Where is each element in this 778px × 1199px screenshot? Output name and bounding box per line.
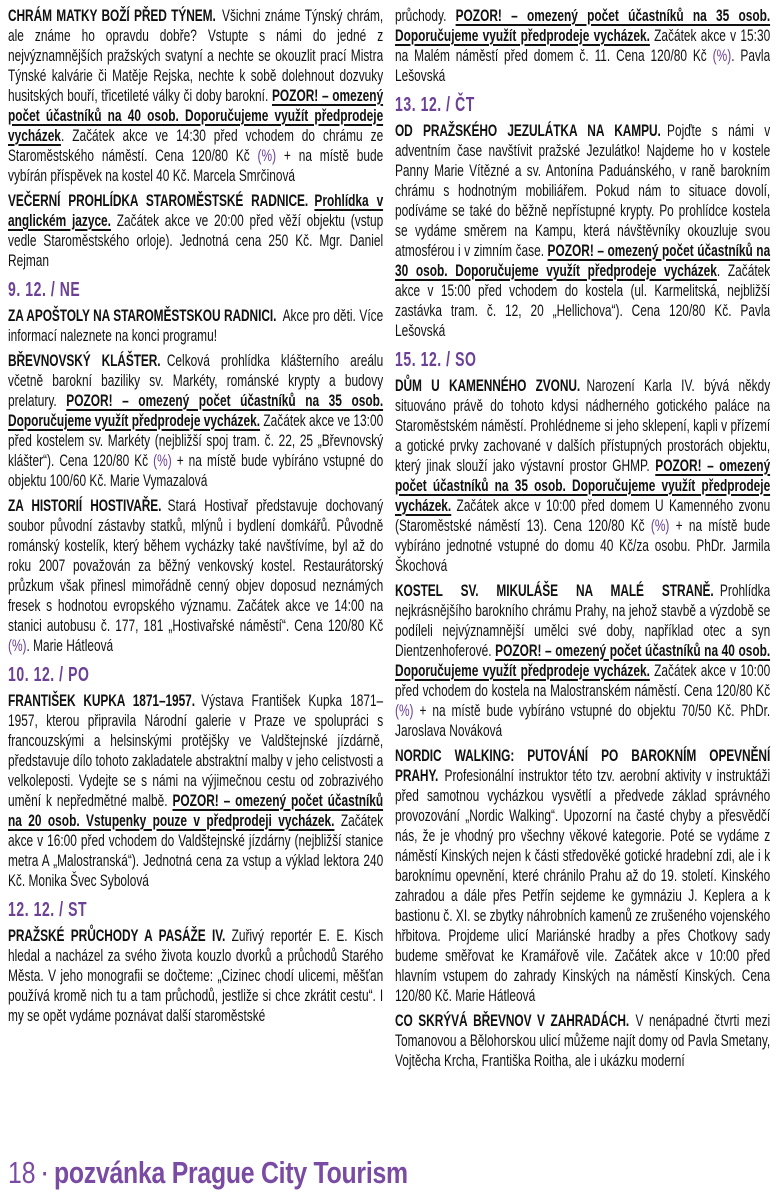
event-paragraph bbox=[8, 6, 383, 186]
body-text: + na místě bude vybíráno jednotné vstupné do domu 40 Kč/za osobu. PhDr. Jarmila Škochová bbox=[395, 516, 771, 575]
date-label: 12. 12. / ST bbox=[8, 899, 88, 921]
body-text: Začátek akce v 10:00 před domem U Kamenného zvonu (Staroměstské náměstí 13). Cena 120/80 Kč bbox=[395, 496, 771, 535]
event-paragraph bbox=[8, 351, 383, 491]
body-text: Začátek akce ve 20:00 před věží objektu (vstup vedle Staroměstského orloje). Jednotná cena 250 Kč. Mgr. Daniel Rejman bbox=[8, 211, 384, 270]
event-title: PRAŽSKÉ PRŮCHODY A PASÁŽE IV. bbox=[8, 926, 226, 945]
body-text: + na místě bude vybíráno vstupné do objektu 100/60 Kč. Marie Vymazalová bbox=[8, 451, 384, 490]
body-text: Začátek akce ve 13:00 před kostelem sv. Markéty (nejbližší spoj tram. č. 22, 25 „Břevnovský klášter“). Cena 120/80 Kč bbox=[8, 411, 384, 470]
body-text: Zuřivý reportér E. E. Kisch hledal a nacházel za svého života kouzlo dvorků a průchodů Starého Města. V jeho monografii se dočteme: „Cizinec chodí ulicemi, měšťan používá kromě nich tu a tam průchodů, jestliže si chce zkrátit cestu“. I my se opět vydáme poznávat další staroměstské bbox=[8, 926, 384, 1025]
body-text: + na místě bude vybíráno vstupné do objektu 70/50 Kč. PhDr. Jaroslava Nováková bbox=[395, 701, 771, 740]
body-text: V nenápadné čtvrti mezi Tomanovou a Bělohorskou ulicí můžeme najít domy od Pavla Smetany, Vojtěcha Krcha, Františka Roitha, ale i ukázku moderní bbox=[395, 1011, 771, 1070]
body-text: průchody. bbox=[395, 6, 456, 25]
event-title: ZA APOŠTOLY NA STAROMĚSTSKOU RADNICI. bbox=[8, 306, 277, 325]
event-title: BŘEVNOVSKÝ KLÁŠTER. bbox=[8, 351, 161, 370]
capacity-warning: POZOR! – omezený počet účastníků na 35 osob. Doporučujeme využít předprodeje vycházek. bbox=[395, 6, 771, 45]
date-heading bbox=[8, 665, 383, 685]
event-paragraph bbox=[395, 6, 770, 86]
square-bullet-icon: ▪ bbox=[42, 1165, 47, 1181]
body-text: Začátek akce v 15:30 na Malém náměstí před domem č. 11. Cena 120/80 Kč bbox=[395, 26, 771, 65]
capacity-warning: POZOR! – omezený počet účastníků na 20 osob. Vstupenky pouze v předprodeji vycházek. bbox=[8, 791, 384, 830]
date-heading bbox=[395, 95, 770, 115]
body-text: Celková prohlídka klášterního areálu včetně barokní baziliky sv. Markéty, románské krypty a budovy prelatury. bbox=[8, 351, 384, 410]
date-heading bbox=[8, 900, 383, 920]
body-text: Profesionální instruktor této tzv. aerobní aktivity v instruktáži před samotnou vycházkou vysvětlí a předvede základ správného provozování „Nordic Walking“. Upozorní na časté chyby a přesvědčí nás, že je vhodný pro všechny věkové kategorie. Poté se vydáme z náměstí Kinských nejen k části středověké gotické hradební zdi, ale i k baroknímu opevnění, které chránilo Prahu až do 19. století. Kinského zahradou a dále přes Petřín sejdeme ke gymnáziu J. Keplera a k bastionu č. XI. se zbytky náhrobních kamenů ze zrušeného vojenského hřbitova. Projdeme ulicí Mariánské hradby a přes Chotkovy sady budeme směřovat ke Kramářově vile. Začátek akce v 10:00 před hlavním vstupem do zahrady Kinských na náměstí Kinských. Cena 120/80 Kč. Marie Hátleová bbox=[395, 766, 771, 1005]
event-paragraph bbox=[395, 121, 770, 341]
event-paragraph bbox=[8, 191, 383, 271]
body-text: Narození Karla IV. bývá někdy situováno právě do tohoto kdysi nádherného gotického paláce na Staroměstském náměstí. Prohlédneme si jeho sklepení, kapli v přízemí a gotické prvky zachované v dalších přístupných prostorách objektu, který jinak slouží jako výstavní prostor GHMP. bbox=[395, 376, 771, 475]
capacity-warning: POZOR! – omezený počet účastníků na 35 osob. Doporučujeme využít předprodeje vycházek. bbox=[8, 391, 384, 430]
event-paragraph bbox=[8, 306, 383, 346]
event-title: KOSTEL SV. MIKULÁŠE NA MALÉ STRANĚ. bbox=[395, 581, 714, 600]
capacity-warning: POZOR! – omezený počet účastníků na 40 osob. Doporučujeme využít předprodeje vycházek. bbox=[395, 641, 771, 680]
capacity-warning: POZOR! – omezený počet účastníků na 35 osob. Doporučujeme využít předprodeje vycházek. bbox=[395, 456, 771, 515]
capacity-warning: POZOR! – omezený počet účastníků na 40 osob. Doporučujeme využít předprodeje vycházek bbox=[8, 86, 384, 145]
discount-symbol: (%) bbox=[712, 46, 732, 65]
event-title: CO SKRÝVÁ BŘEVNOV V ZAHRADÁCH. bbox=[395, 1011, 630, 1030]
date-label: 13. 12. / ČT bbox=[395, 94, 475, 116]
discount-symbol: (%) bbox=[8, 636, 27, 655]
date-heading bbox=[395, 350, 770, 370]
event-paragraph bbox=[395, 376, 770, 576]
body-text: Začátek akce v 16:00 před vchodem do Valdštejnské jízdárny (nejbližší stanice metra A „Malostranská“). Jednotná cena za vstup a výklad lektora 240 Kč. Monika Švec Sybolová bbox=[8, 811, 384, 890]
event-paragraph bbox=[395, 1011, 770, 1071]
date-label: 10. 12. / PO bbox=[8, 664, 90, 686]
left-column bbox=[8, 6, 383, 1148]
event-paragraph bbox=[395, 581, 770, 741]
body-text: Pojďte s námi v adventním čase navštívit pražské Jezulátko! Najdeme ho v kostele Panny Marie Vítězné a sv. Antonína Paduánského, v raně barokním chrámu s hodnotným mobiliářem. Pokud nám to situace dovolí, podíváme se také do běžně nepřístupné krypty. Po prohlídce kostela se vydáme směrem na Kampu, která návštěvníky okouzluje svou atmosférou i v zimním čase. bbox=[395, 121, 771, 260]
discount-symbol: (%) bbox=[153, 451, 172, 470]
body-text: . Začátek akce ve 14:30 před vchodem do chrámu ze Staroměstského náměstí. Cena 120/80 Kč bbox=[8, 126, 384, 165]
event-title: NORDIC WALKING: PUTOVÁNÍ PO BAROKNÍM OPEVNĚNÍ PRAHY. bbox=[395, 746, 771, 785]
event-title: VEČERNÍ PROHLÍDKA STAROMĚSTSKÉ RADNICE. bbox=[8, 191, 309, 210]
body-text: Akce pro děti. Více informací naleznete na konci programu! bbox=[8, 306, 384, 345]
footer-title: pozvánka Prague City Tourism bbox=[53, 1155, 408, 1190]
body-text: + na místě bude vybírán příspěvek na kostel 40 Kč. Marcela Smrčinová bbox=[8, 146, 384, 185]
date-label: 15. 12. / SO bbox=[395, 349, 477, 371]
page-number: 18 bbox=[8, 1155, 36, 1190]
body-text: Stará Hostivař představuje dochovaný soubor původní zástavby statků, mlýnů i bydlení domkářů. Původně románský kostelík, který během vycházky také navštívíme, byl až do roku 2007 považován za běžný venkovský kostel. Restaurátorský průzkum však přinesl mimořádně cenný objev doposud neznámých fresek s hodnotou evropského významu. Začátek akce ve 14:00 na stanici autobusu č. 177, 181 „Hostivařské náměstí“. Cena 120/80 Kč bbox=[8, 496, 384, 635]
event-paragraph bbox=[8, 926, 383, 1026]
event-title: DŮM U KAMENNÉHO ZVONU. bbox=[395, 376, 581, 395]
body-text: . Pavla Lešovská bbox=[395, 46, 771, 85]
event-paragraph bbox=[8, 496, 383, 656]
capacity-warning: POZOR! – omezený počet účastníků na 30 osob. Doporučujeme využít předprodeje vycházek bbox=[395, 241, 771, 280]
right-column bbox=[395, 6, 770, 1148]
body-text: Začátek akce v 10:00 před vchodem do kostela na Malostranském náměstí. Cena 120/80 Kč bbox=[395, 661, 771, 700]
event-paragraph bbox=[395, 746, 770, 1006]
body-text: . Marie Hátleová bbox=[26, 636, 114, 655]
event-paragraph bbox=[8, 691, 383, 891]
discount-symbol: (%) bbox=[650, 516, 670, 535]
body-text: Prohlídka nejkrásnějšího barokního chrámu Prahy, na jehož stavbě a výzdobě se podíleli nejvýznamnější umělci své doby, například otec a syn Dientzenhoferové. bbox=[395, 581, 771, 660]
body-text: . Začátek akce v 15:00 před vchodem do kostela (ul. Karmelitská, nejbližší zastávka tram. č. 12, 20 „Hellichova“). Cena 120/80 Kč. Pavla Lešovská bbox=[395, 261, 771, 340]
page-footer bbox=[8, 1155, 408, 1191]
discount-symbol: (%) bbox=[257, 146, 277, 165]
event-title: ZA HISTORIÍ HOSTIVAŘE. bbox=[8, 496, 162, 515]
discount-symbol: (%) bbox=[395, 701, 414, 720]
event-title: FRANTIŠEK KUPKA 1871–1957. bbox=[8, 691, 195, 710]
event-title: OD PRAŽSKÉHO JEZULÁTKA NA KAMPU. bbox=[395, 121, 661, 140]
body-text: Výstava František Kupka 1871–1957, kterou připravila Národní galerie v Praze ve spolupráci s francouzskými a helsinskými protějšky ve Valdštejnské jízdárně, představuje dílo tohoto zakladatele abstraktní malby v jeho celistvosti a velkoleposti. Vydejte se s námi na výjimečnou cestu od zobrazivého umění k nepředmětné malbě. bbox=[8, 691, 384, 810]
date-label: 9. 12. / NE bbox=[8, 279, 81, 301]
event-title: CHRÁM MATKY BOŽÍ PŘED TÝNEM. bbox=[8, 6, 216, 25]
body-text: Všichni známe Týnský chrám, ale známe ho opravdu dobře? Vstupte s námi do jedné z nejvýznamnějších pražských svatyní a nechte se okouzlit prací Mistra Týnské kalvárie či Matěje Rejska, nechte k sobě dolehnout dozvuky husitských bouří, třicetileté války či doby barokní. bbox=[8, 6, 384, 105]
capacity-warning: Prohlídka v anglickém jazyce. bbox=[8, 191, 384, 230]
date-heading bbox=[8, 280, 383, 300]
